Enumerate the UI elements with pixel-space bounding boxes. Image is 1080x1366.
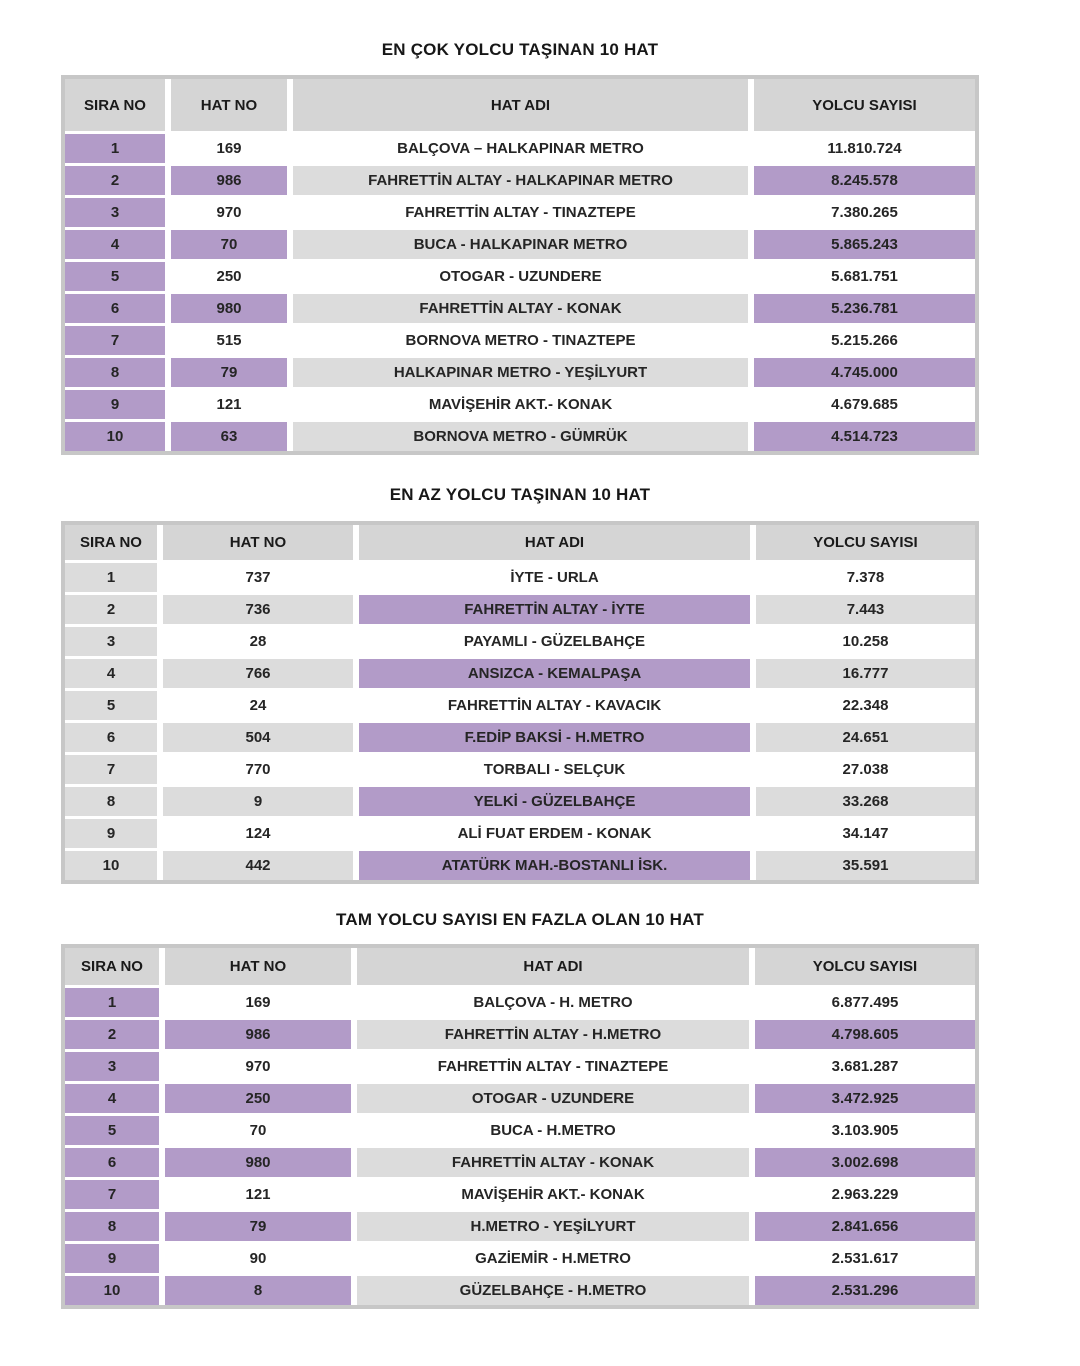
cell-hat-adi: ANSIZCA - KEMALPAŞA (359, 659, 750, 688)
cell-yolcu-sayisi: 5.865.243 (754, 230, 975, 259)
cell-hat-no: 737 (163, 563, 353, 592)
cell-hat-no: 70 (171, 230, 287, 259)
column-header-hat-adi: HAT ADI (293, 79, 748, 131)
column-header-yolcu-sayisi: YOLCU SAYISI (756, 525, 975, 560)
cell-sira-no: 8 (65, 1212, 159, 1241)
cell-hat-adi: F.EDİP BAKSİ - H.METRO (359, 723, 750, 752)
cell-hat-no: 770 (163, 755, 353, 784)
cell-hat-no: 121 (171, 390, 287, 419)
cell-hat-no: 121 (165, 1180, 351, 1209)
cell-sira-no: 4 (65, 230, 165, 259)
cell-hat-no: 442 (163, 851, 353, 880)
cell-yolcu-sayisi: 3.002.698 (755, 1148, 975, 1177)
cell-hat-adi: FAHRETTİN ALTAY - KONAK (293, 294, 748, 323)
cell-yolcu-sayisi: 2.531.296 (755, 1276, 975, 1305)
column-header-sira-no: SIRA NO (65, 525, 157, 560)
cell-hat-adi: BALÇOVA – HALKAPINAR METRO (293, 134, 748, 163)
cell-sira-no: 2 (65, 1020, 159, 1049)
cell-sira-no: 6 (65, 723, 157, 752)
cell-sira-no: 3 (65, 198, 165, 227)
cell-hat-adi: BUCA - HALKAPINAR METRO (293, 230, 748, 259)
cell-hat-no: 980 (165, 1148, 351, 1177)
cell-hat-no: 79 (171, 358, 287, 387)
cell-yolcu-sayisi: 5.236.781 (754, 294, 975, 323)
cell-yolcu-sayisi: 35.591 (756, 851, 975, 880)
cell-yolcu-sayisi: 7.443 (756, 595, 975, 624)
cell-hat-no: 70 (165, 1116, 351, 1145)
cell-yolcu-sayisi: 22.348 (756, 691, 975, 720)
cell-hat-no: 79 (165, 1212, 351, 1241)
cell-hat-no: 8 (165, 1276, 351, 1305)
cell-hat-adi: HALKAPINAR METRO - YEŞİLYURT (293, 358, 748, 387)
cell-sira-no: 9 (65, 1244, 159, 1273)
cell-sira-no: 2 (65, 595, 157, 624)
cell-hat-no: 250 (171, 262, 287, 291)
cell-yolcu-sayisi: 16.777 (756, 659, 975, 688)
cell-sira-no: 6 (65, 294, 165, 323)
cell-yolcu-sayisi: 3.681.287 (755, 1052, 975, 1081)
cell-sira-no: 4 (65, 1084, 159, 1113)
table-title-en-cok-yolcu: EN ÇOK YOLCU TAŞINAN 10 HAT (381, 40, 659, 59)
cell-sira-no: 9 (65, 390, 165, 419)
cell-hat-adi: GÜZELBAHÇE - H.METRO (357, 1276, 749, 1305)
cell-sira-no: 7 (65, 1180, 159, 1209)
column-header-hat-no: HAT NO (163, 525, 353, 560)
cell-hat-adi: ATATÜRK MAH.-BOSTANLI İSK. (359, 851, 750, 880)
cell-yolcu-sayisi: 4.798.605 (755, 1020, 975, 1049)
cell-hat-adi: İYTE - URLA (359, 563, 750, 592)
table-en-az-yolcu (61, 521, 979, 884)
cell-yolcu-sayisi: 24.651 (756, 723, 975, 752)
cell-yolcu-sayisi: 4.679.685 (754, 390, 975, 419)
cell-yolcu-sayisi: 4.745.000 (754, 358, 975, 387)
cell-hat-adi: TORBALI - SELÇUK (359, 755, 750, 784)
cell-yolcu-sayisi: 8.245.578 (754, 166, 975, 195)
column-header-sira-no: SIRA NO (65, 948, 159, 985)
table-en-cok-yolcu (61, 75, 979, 455)
cell-yolcu-sayisi: 10.258 (756, 627, 975, 656)
table-title-en-az-yolcu: EN AZ YOLCU TAŞINAN 10 HAT (389, 485, 651, 504)
cell-yolcu-sayisi: 33.268 (756, 787, 975, 816)
column-header-yolcu-sayisi: YOLCU SAYISI (754, 79, 975, 131)
cell-yolcu-sayisi: 7.378 (756, 563, 975, 592)
cell-yolcu-sayisi: 5.681.751 (754, 262, 975, 291)
cell-hat-no: 169 (171, 134, 287, 163)
cell-hat-no: 986 (171, 166, 287, 195)
cell-sira-no: 8 (65, 787, 157, 816)
cell-hat-no: 169 (165, 988, 351, 1017)
cell-yolcu-sayisi: 27.038 (756, 755, 975, 784)
cell-hat-adi: OTOGAR - UZUNDERE (357, 1084, 749, 1113)
cell-hat-no: 124 (163, 819, 353, 848)
cell-hat-adi: BALÇOVA - H. METRO (357, 988, 749, 1017)
cell-hat-adi: BUCA - H.METRO (357, 1116, 749, 1145)
cell-sira-no: 5 (65, 691, 157, 720)
cell-hat-adi: FAHRETTİN ALTAY - TINAZTEPE (357, 1052, 749, 1081)
table-tam-yolcu (61, 944, 979, 1309)
cell-yolcu-sayisi: 7.380.265 (754, 198, 975, 227)
cell-sira-no: 5 (65, 1116, 159, 1145)
cell-sira-no: 6 (65, 1148, 159, 1177)
cell-yolcu-sayisi: 6.877.495 (755, 988, 975, 1017)
cell-sira-no: 9 (65, 819, 157, 848)
column-header-hat-adi: HAT ADI (359, 525, 750, 560)
cell-yolcu-sayisi: 3.103.905 (755, 1116, 975, 1145)
cell-yolcu-sayisi: 2.963.229 (755, 1180, 975, 1209)
column-header-hat-no: HAT NO (165, 948, 351, 985)
cell-sira-no: 10 (65, 851, 157, 880)
cell-sira-no: 5 (65, 262, 165, 291)
section-tam-yolcu (0, 884, 1080, 1309)
column-header-sira-no: SIRA NO (65, 79, 165, 131)
cell-hat-adi: ALİ FUAT ERDEM - KONAK (359, 819, 750, 848)
table-title-tam-yolcu: TAM YOLCU SAYISI EN FAZLA OLAN 10 HAT (336, 910, 704, 929)
cell-hat-adi: BORNOVA METRO - GÜMRÜK (293, 422, 748, 451)
cell-hat-no: 250 (165, 1084, 351, 1113)
column-header-yolcu-sayisi: YOLCU SAYISI (755, 948, 975, 985)
cell-hat-no: 970 (165, 1052, 351, 1081)
cell-hat-adi: FAHRETTİN ALTAY - KAVACIK (359, 691, 750, 720)
cell-sira-no: 10 (65, 422, 165, 451)
cell-sira-no: 10 (65, 1276, 159, 1305)
cell-hat-adi: PAYAMLI - GÜZELBAHÇE (359, 627, 750, 656)
cell-hat-no: 63 (171, 422, 287, 451)
column-header-hat-no: HAT NO (171, 79, 287, 131)
cell-sira-no: 1 (65, 563, 157, 592)
cell-sira-no: 4 (65, 659, 157, 688)
cell-sira-no: 7 (65, 755, 157, 784)
cell-hat-adi: FAHRETTİN ALTAY - İYTE (359, 595, 750, 624)
section-en-cok-yolcu (0, 0, 1080, 455)
cell-hat-no: 28 (163, 627, 353, 656)
section-en-az-yolcu (0, 455, 1080, 884)
cell-hat-no: 736 (163, 595, 353, 624)
cell-hat-no: 90 (165, 1244, 351, 1273)
cell-sira-no: 3 (65, 1052, 159, 1081)
cell-hat-adi: H.METRO - YEŞİLYURT (357, 1212, 749, 1241)
cell-yolcu-sayisi: 11.810.724 (754, 134, 975, 163)
cell-sira-no: 8 (65, 358, 165, 387)
cell-hat-adi: YELKİ - GÜZELBAHÇE (359, 787, 750, 816)
cell-hat-adi: GAZİEMİR - H.METRO (357, 1244, 749, 1273)
cell-sira-no: 2 (65, 166, 165, 195)
cell-yolcu-sayisi: 34.147 (756, 819, 975, 848)
cell-hat-adi: FAHRETTİN ALTAY - KONAK (357, 1148, 749, 1177)
cell-yolcu-sayisi: 3.472.925 (755, 1084, 975, 1113)
cell-sira-no: 3 (65, 627, 157, 656)
cell-yolcu-sayisi: 2.841.656 (755, 1212, 975, 1241)
cell-hat-adi: MAVİŞEHİR AKT.- KONAK (293, 390, 748, 419)
cell-yolcu-sayisi: 5.215.266 (754, 326, 975, 355)
cell-hat-no: 970 (171, 198, 287, 227)
cell-sira-no: 7 (65, 326, 165, 355)
cell-hat-adi: OTOGAR - UZUNDERE (293, 262, 748, 291)
column-header-hat-adi: HAT ADI (357, 948, 749, 985)
cell-sira-no: 1 (65, 134, 165, 163)
cell-hat-no: 9 (163, 787, 353, 816)
cell-yolcu-sayisi: 2.531.617 (755, 1244, 975, 1273)
cell-hat-adi: BORNOVA METRO - TINAZTEPE (293, 326, 748, 355)
cell-hat-adi: FAHRETTİN ALTAY - H.METRO (357, 1020, 749, 1049)
cell-yolcu-sayisi: 4.514.723 (754, 422, 975, 451)
cell-hat-adi: FAHRETTİN ALTAY - TINAZTEPE (293, 198, 748, 227)
cell-hat-no: 504 (163, 723, 353, 752)
cell-hat-no: 24 (163, 691, 353, 720)
cell-hat-no: 980 (171, 294, 287, 323)
cell-hat-adi: FAHRETTİN ALTAY - HALKAPINAR METRO (293, 166, 748, 195)
cell-hat-no: 515 (171, 326, 287, 355)
cell-hat-adi: MAVİŞEHİR AKT.- KONAK (357, 1180, 749, 1209)
cell-sira-no: 1 (65, 988, 159, 1017)
cell-hat-no: 766 (163, 659, 353, 688)
cell-hat-no: 986 (165, 1020, 351, 1049)
